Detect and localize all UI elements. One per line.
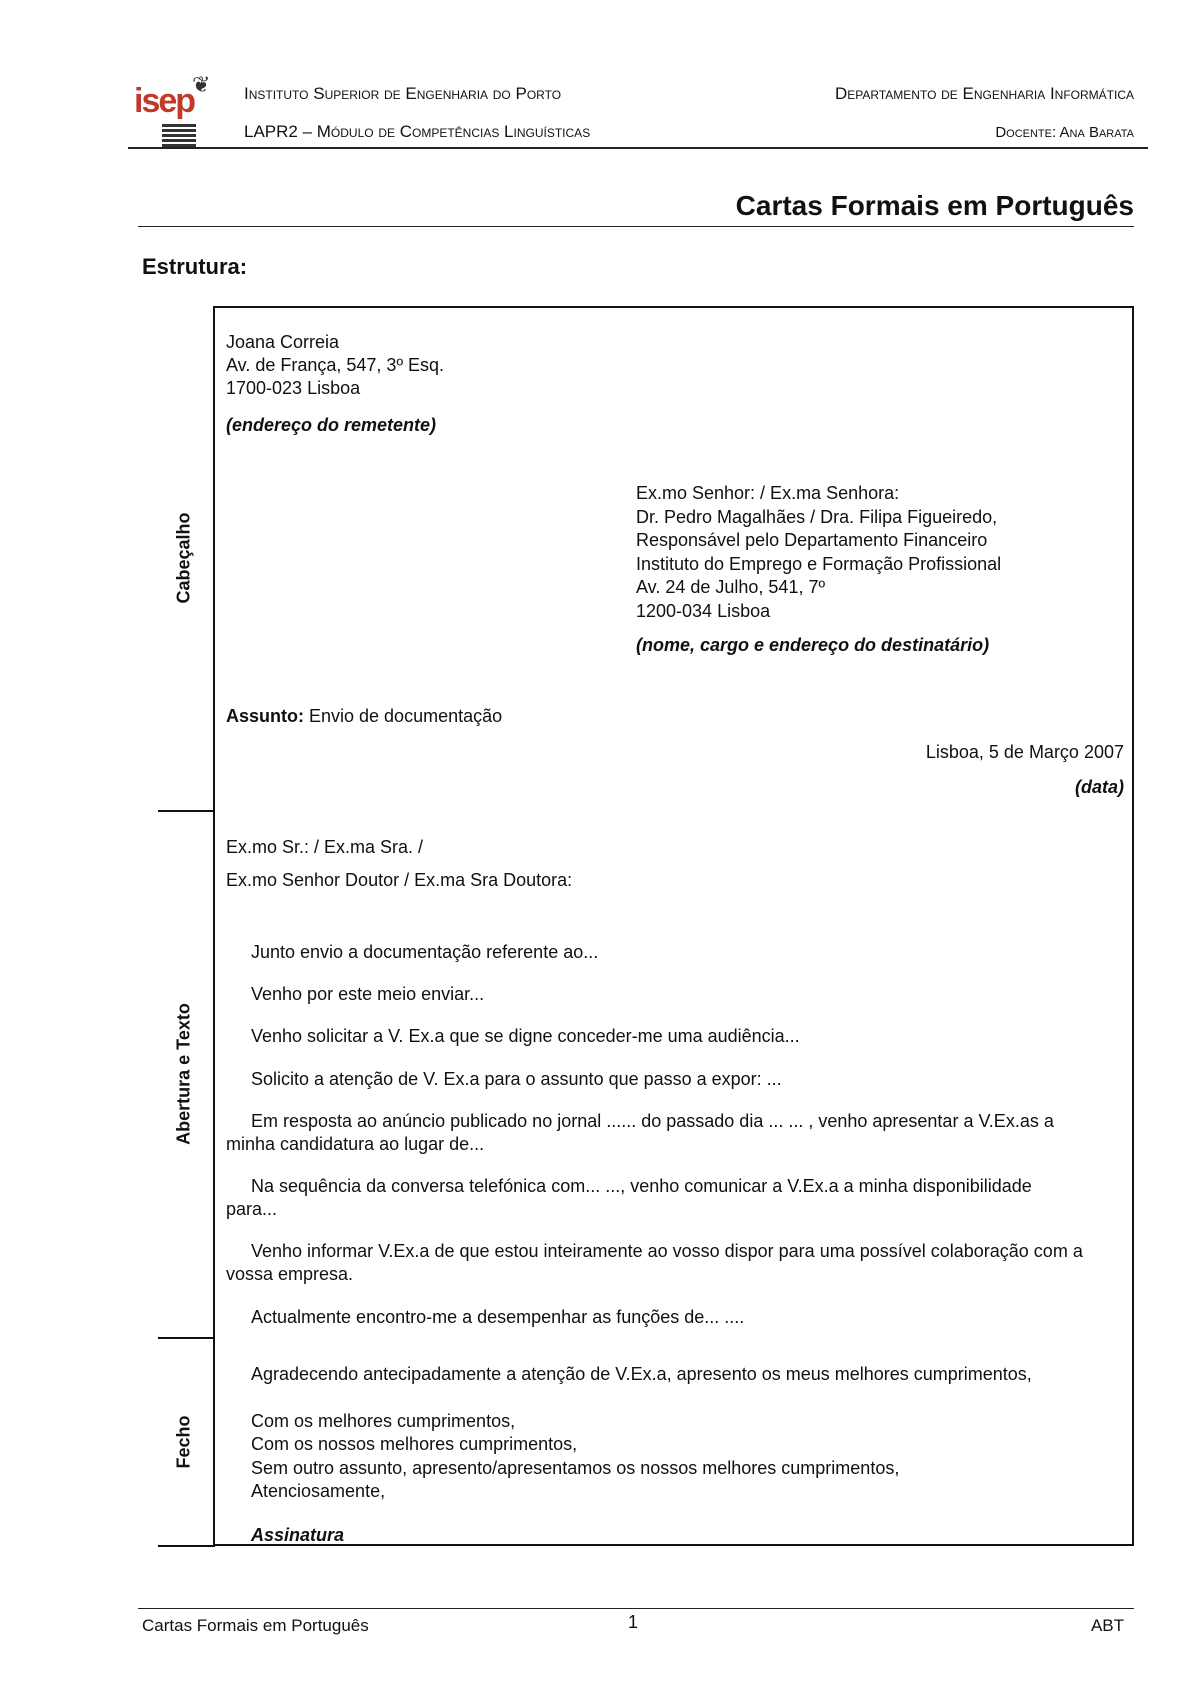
subject-line bbox=[226, 705, 502, 728]
body-line: Solicito a atenção de V. Ex.a para o assunto que passo a expor: ... bbox=[251, 1069, 782, 1089]
section-separator bbox=[158, 1337, 215, 1339]
sender-line: Av. de França, 547, 3º Esq. bbox=[226, 355, 445, 375]
section-heading: Estrutura: bbox=[142, 254, 248, 279]
section-separator bbox=[158, 810, 215, 812]
sender-line: Joana Correia bbox=[226, 332, 340, 352]
institution-name: Instituto Superior de Engenharia do Porto bbox=[244, 84, 562, 103]
closing-paragraph: Agradecendo antecipadamente a atenção de V.Ex.a, apresento os meus melhores cumprimentos, bbox=[251, 1364, 1032, 1384]
sender-note: (endereço do remetente) bbox=[226, 415, 437, 435]
recipient-line: Responsável pelo Departamento Financeiro bbox=[636, 530, 988, 550]
body-paragraph: Em resposta ao anúncio publicado no jornal ...... do passado dia ... ... , venho apresentar a V.Ex.as a minha candidatura ao lugar de... bbox=[226, 1111, 1054, 1154]
sender-line: 1700-023 Lisboa bbox=[226, 378, 361, 398]
body-line: Actualmente encontro-me a desempenhar as funções de... .... bbox=[251, 1307, 745, 1327]
logo-text: isep bbox=[134, 82, 195, 120]
footer-title: Cartas Formais em Português bbox=[142, 1616, 369, 1635]
recipient-note: (nome, cargo e endereço do destinatário) bbox=[636, 635, 990, 655]
closing-line: Sem outro assunto, apresento/apresentamos os nossos melhores cumprimentos, bbox=[251, 1458, 900, 1478]
closing-line: Atenciosamente, bbox=[251, 1481, 386, 1501]
signature: Assinatura bbox=[251, 1525, 345, 1545]
closing-line: Com os melhores cumprimentos, bbox=[251, 1411, 516, 1431]
title-rule bbox=[138, 226, 1134, 227]
body-line: Junto envio a documentação referente ao... bbox=[251, 942, 599, 962]
teacher-name: Docente: Ana Barata bbox=[995, 124, 1134, 141]
body-paragraph: Venho informar V.Ex.a de que estou inteiramente ao vosso dispor para uma possível colaboração com a vossa empresa. bbox=[226, 1241, 1083, 1284]
footer-rule bbox=[138, 1608, 1134, 1609]
salutation-line: Ex.mo Sr.: / Ex.ma Sra. / bbox=[226, 837, 424, 857]
footer-author: ABT bbox=[1090, 1616, 1124, 1635]
recipient-line: Instituto do Emprego e Formação Profissional bbox=[636, 554, 1002, 574]
letter-date: Lisboa, 5 de Março 2007 bbox=[925, 742, 1124, 762]
page-title: Cartas Formais em Português bbox=[735, 190, 1134, 221]
recipient-line: 1200-034 Lisboa bbox=[636, 601, 771, 621]
recipient-line: Dr. Pedro Magalhães / Dra. Filipa Figueiredo, bbox=[636, 507, 998, 527]
side-label-body: Abertura e Texto bbox=[173, 1003, 194, 1145]
recipient-line: Ex.mo Senhor: / Ex.ma Senhora: bbox=[636, 483, 900, 503]
body-line: Venho por este meio enviar... bbox=[251, 984, 485, 1004]
department-name: Departamento de Engenharia Informática bbox=[835, 84, 1134, 103]
header-rule bbox=[128, 147, 1148, 149]
recipient-line: Av. 24 de Julho, 541, 7º bbox=[636, 577, 826, 597]
body-paragraph: Na sequência da conversa telefónica com... ..., venho comunicar a V.Ex.a a minha disponibilidade para... bbox=[226, 1176, 1032, 1219]
page-number: 1 bbox=[628, 1612, 639, 1632]
subject-text: Envio de documentação bbox=[304, 706, 503, 726]
section-separator bbox=[158, 1545, 215, 1547]
subject-label: Assunto: bbox=[226, 706, 304, 726]
date-note: (data) bbox=[1075, 777, 1124, 797]
body-line: Venho solicitar a V. Ex.a que se digne conceder-me uma audiência... bbox=[251, 1026, 800, 1046]
emblem-icon: ❦ bbox=[192, 72, 211, 97]
salutation-line: Ex.mo Senhor Doutor / Ex.ma Sra Doutora: bbox=[226, 870, 573, 890]
side-label-header: Cabeçalho bbox=[173, 512, 194, 604]
isep-logo bbox=[134, 72, 211, 152]
side-label-closing: Fecho bbox=[173, 1415, 194, 1469]
closing-line: Com os nossos melhores cumprimentos, bbox=[251, 1434, 578, 1454]
course-name: LAPR2 – Módulo de Competências Linguísticas bbox=[244, 122, 591, 141]
